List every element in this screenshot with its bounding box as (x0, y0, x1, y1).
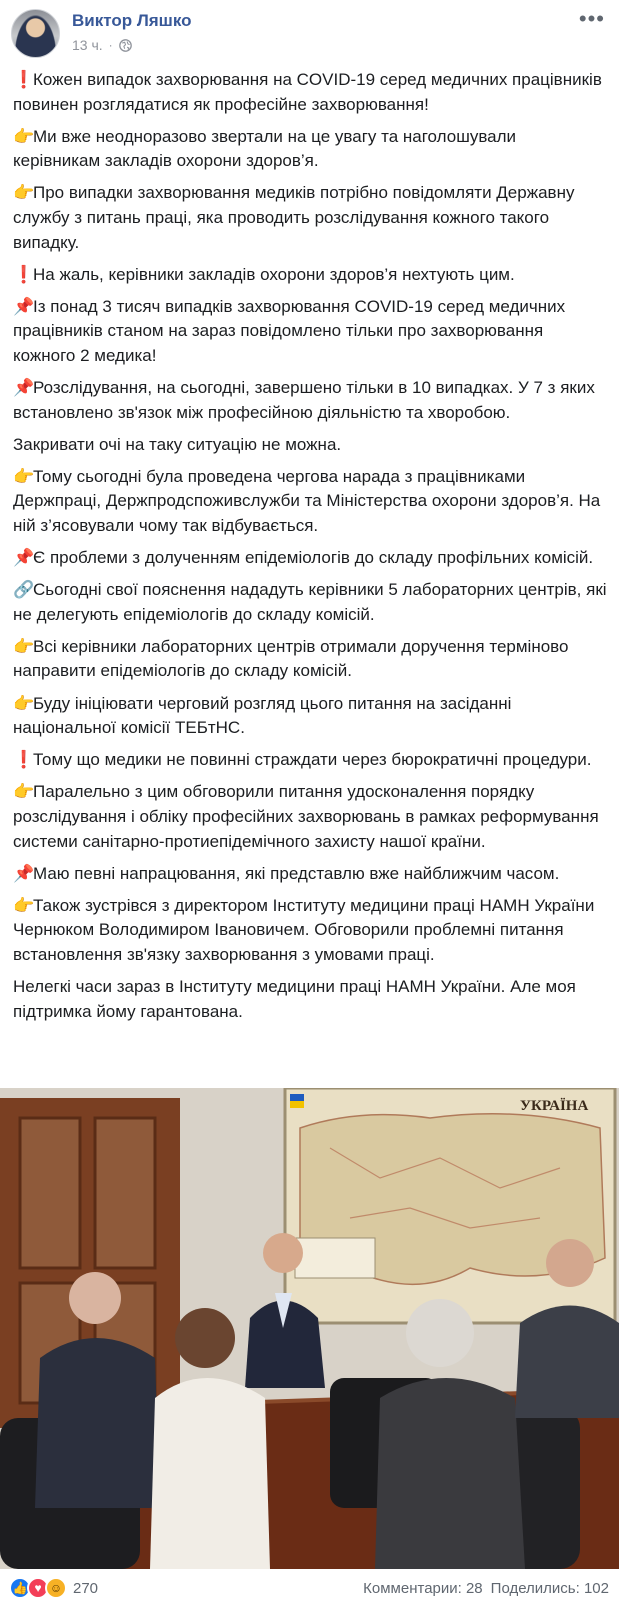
love-icon: ♥ (27, 1577, 49, 1599)
link-icon: 🔗 (13, 580, 35, 600)
paragraph-text: Буду ініціювати черговий розгляд цього питання на засіданні національної комісії ТЕБтНС. (13, 693, 512, 738)
post-meta (72, 37, 132, 53)
paragraph-text: Тому що медики не повинні страждати через бюрократичні процедури. (33, 750, 592, 770)
post-paragraph (13, 376, 607, 425)
paragraph-text: Сьогодні свої пояснення нададуть керівники 5 лабораторних центрів, які не делегують епідеміологів до складу комісій. (13, 580, 607, 624)
like-icon: 👍 (9, 1577, 31, 1599)
meeting-photo-image (0, 1088, 619, 1569)
paragraph-text: Також зустрівся з директором Інституту медицини праці НАМН України Чернюком Володимиром Івановичем. Обговорили проблемні питання встановлення зв'язку захворювання з умовами праці. (13, 895, 595, 964)
post-paragraph (13, 862, 607, 887)
paragraph-text: Тому сьогодні була проведена чергова нарада з працівниками Держпраці, Держпродспоживслужби та Міністерства охорони здоров’я. На ній з’ясовували чому так відбувається. (13, 466, 601, 535)
pushpin-icon: 📌 (13, 296, 35, 316)
pointing-hand-icon: 👉 (13, 782, 35, 802)
paragraph-text: Закривати очі на таку ситуацію не можна. (13, 434, 342, 454)
reactions-summary[interactable] (9, 1577, 98, 1599)
post-paragraph (13, 465, 607, 539)
pointing-hand-icon: 👉 (13, 636, 35, 656)
globe-icon[interactable] (119, 39, 132, 52)
post-paragraph (13, 433, 607, 458)
paragraph-text: Паралельно з цим обговорили питання удосконалення порядку розслідування і обліку професійних захворювань в рамках реформування системи санітарно-протиепідемічного захисту нашої країни. (13, 782, 599, 851)
meta-separator: · (108, 38, 113, 52)
pointing-hand-icon: 👉 (13, 183, 35, 203)
paragraph-text: Про випадки захворювання медиків потрібно повідомляти Державну службу з питань праці, яка проводить розслідування кожного такого випадку. (13, 183, 575, 252)
exclamation-icon: ❗ (13, 750, 35, 770)
pointing-hand-icon: 👉 (13, 126, 35, 146)
post-paragraph (13, 748, 607, 773)
paragraph-text: Розслідування, на сьогодні, завершено тільки в 10 випадках. У 7 з яких встановлено зв'язок між професійною діяльністю та хворобою. (13, 378, 595, 422)
comments-count[interactable]: Комментарии: 28 (363, 1580, 483, 1597)
paragraph-text: Всі керівники лабораторних центрів отримали доручення терміново направити епідеміологів до складу комісій. (13, 636, 569, 681)
paragraph-text: Із понад 3 тисяч випадків захворювання COVID-19 серед медичних працівників станом на зараз повідомлено тільки про захворювання кожного 2 медика! (13, 296, 566, 365)
post-footer (0, 1569, 619, 1608)
post-paragraph (13, 125, 607, 174)
post-paragraph (13, 295, 607, 369)
author-name[interactable]: Виктор Ляшко (72, 11, 192, 30)
pointing-hand-icon: 👉 (13, 693, 35, 713)
paragraph-text: Ми вже неодноразово звертали на це увагу та наголошували керівникам закладів охорони здоров’я. (13, 126, 517, 171)
post-paragraph (13, 68, 607, 117)
more-dots-icon[interactable]: ••• (578, 6, 605, 31)
post-header (0, 0, 619, 66)
post-paragraph (13, 263, 607, 288)
avatar[interactable] (11, 9, 60, 58)
post-photo[interactable] (0, 1088, 619, 1569)
pointing-hand-icon: 👉 (13, 895, 35, 915)
pushpin-icon: 📌 (13, 378, 35, 398)
exclamation-icon: ❗ (13, 70, 35, 89)
paragraph-text: Маю певні напрацювання, які представлю вже найближчим часом. (33, 863, 560, 883)
post-paragraph (13, 635, 607, 684)
post-paragraph (13, 692, 607, 741)
paragraph-text: Є проблеми з долученням епідеміологів до складу профільних комісій. (33, 548, 594, 568)
post-paragraph (13, 578, 607, 627)
post-paragraph (13, 181, 607, 255)
pointing-hand-icon: 👉 (13, 466, 35, 486)
paragraph-text: На жаль, керівники закладів охорони здоров’я нехтують цим. (33, 264, 515, 284)
post-paragraph (13, 894, 607, 968)
post-paragraph (13, 546, 607, 571)
exclamation-icon: ❗ (13, 264, 35, 284)
post-text (13, 68, 607, 1032)
post-paragraph (13, 780, 607, 854)
post-paragraph (13, 975, 607, 1024)
map-label: УКРАЇНА (520, 1098, 589, 1114)
paragraph-text: Кожен випадок захворювання на COVID-19 серед медичних працівників повинен розглядатися як професійне захворювання! (13, 70, 602, 114)
shares-count[interactable]: Поделились: 102 (490, 1580, 609, 1597)
paragraph-text: Нелегкі часи зараз в Інституту медицини праці НАМН України. Але моя підтримка йому гарантована. (13, 977, 576, 1021)
pushpin-icon: 📌 (13, 863, 35, 883)
pushpin-icon: 📌 (13, 548, 35, 568)
reaction-count[interactable]: 270 (73, 1579, 99, 1597)
post-stats (363, 1580, 609, 1597)
post-time[interactable]: 13 ч. (72, 37, 103, 53)
haha-icon: ☺ (45, 1577, 67, 1599)
